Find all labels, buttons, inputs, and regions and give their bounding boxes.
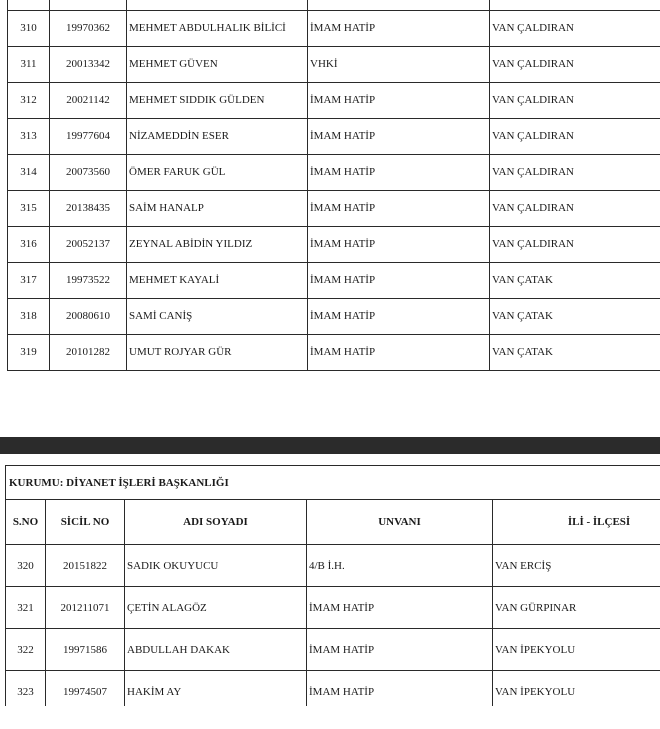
sicil-cell: 19977604 <box>50 118 127 154</box>
sicil-cell: 19974507 <box>46 671 125 713</box>
page-bottom-margin <box>0 706 660 729</box>
title-cell: VHKİ <box>308 46 490 82</box>
sicil-cell: 19970362 <box>50 10 127 46</box>
location-cell: VAN ERCİŞ <box>493 545 660 587</box>
name-cell: ÇETİN ALAGÖZ <box>125 587 307 629</box>
title-cell: İMAM HATİP <box>307 671 493 713</box>
table-row <box>8 298 660 334</box>
name-cell: MEHMET SIDDIK GÜLDEN <box>127 82 308 118</box>
title-cell: İMAM HATİP <box>307 587 493 629</box>
header-name: ADI SOYADI <box>125 500 307 545</box>
sicil-cell: 20013342 <box>50 46 127 82</box>
name-cell: UMUT ROJYAR GÜR <box>127 334 308 370</box>
sno-cell: 313 <box>8 118 50 154</box>
sno-cell: 323 <box>6 671 46 713</box>
location-cell: VAN ÇATAK <box>490 262 660 298</box>
location-cell: VAN ÇALDIRAN <box>490 82 660 118</box>
location-cell: VAN İPEKYOLU <box>493 629 660 671</box>
table-header-row <box>6 500 660 545</box>
institution-row <box>6 466 660 500</box>
sno-cell: 319 <box>8 334 50 370</box>
name-cell: SAMİ CANİŞ <box>127 298 308 334</box>
name-cell: MEHMET GÜVEN <box>127 46 308 82</box>
location-cell: VAN ÇATAK <box>490 334 660 370</box>
sno-cell: 314 <box>8 154 50 190</box>
header-sicil: SİCİL NO <box>46 500 125 545</box>
table-row <box>8 82 660 118</box>
sicil-cell: 19971586 <box>46 629 125 671</box>
name-cell: ÖMER FARUK GÜL <box>127 154 308 190</box>
location-cell: VAN ÇALDIRAN <box>490 10 660 46</box>
sno-cell: 311 <box>8 46 50 82</box>
sno-cell: 322 <box>6 629 46 671</box>
sno-cell: 315 <box>8 190 50 226</box>
location-cell: VAN ÇALDIRAN <box>490 226 660 262</box>
table-row <box>8 262 660 298</box>
location-cell: VAN ÇALDIRAN <box>490 118 660 154</box>
sno-cell: 321 <box>6 587 46 629</box>
table-row <box>8 46 660 82</box>
page-divider <box>0 437 660 454</box>
title-cell: 4/B İ.H. <box>307 545 493 587</box>
sicil-cell: 20052137 <box>50 226 127 262</box>
table-row <box>8 154 660 190</box>
title-cell: İMAM HATİP <box>308 334 490 370</box>
header-sno: S.NO <box>6 500 46 545</box>
table-row <box>8 226 660 262</box>
title-cell: İMAM HATİP <box>308 10 490 46</box>
table-row <box>6 587 660 629</box>
table-row <box>6 629 660 671</box>
name-cell: SADIK OKUYUCU <box>125 545 307 587</box>
title-cell: İMAM HATİP <box>308 118 490 154</box>
location-cell: VAN ÇALDIRAN <box>490 190 660 226</box>
table-row <box>8 0 660 10</box>
sno-cell: 310 <box>8 10 50 46</box>
table-row <box>8 334 660 370</box>
personnel-table-bottom <box>5 465 660 713</box>
table-row <box>8 118 660 154</box>
sicil-cell: 20138435 <box>50 190 127 226</box>
sno-cell: 312 <box>8 82 50 118</box>
sicil-cell: 20101282 <box>50 334 127 370</box>
location-cell: VAN ÇALDIRAN <box>490 154 660 190</box>
location-cell: VAN İPEKYOLU <box>493 671 660 713</box>
sno-cell: 318 <box>8 298 50 334</box>
title-cell: İMAM HATİP <box>308 154 490 190</box>
title-cell: İMAM HATİP <box>308 226 490 262</box>
sno-cell: 320 <box>6 545 46 587</box>
name-cell: NİZAMEDDİN ESER <box>127 118 308 154</box>
title-cell: İMAM HATİP <box>308 298 490 334</box>
sicil-cell: 20021142 <box>50 82 127 118</box>
location-cell: VAN ÇALDIRAN <box>490 46 660 82</box>
title-cell: İMAM HATİP <box>307 629 493 671</box>
name-cell: ABDULLAH DAKAK <box>125 629 307 671</box>
header-title: UNVANI <box>307 500 493 545</box>
location-cell: VAN ÇATAK <box>490 298 660 334</box>
sicil-cell: 20080610 <box>50 298 127 334</box>
table-row <box>6 545 660 587</box>
title-cell: İMAM HATİP <box>308 190 490 226</box>
sicil-cell: 20073560 <box>50 154 127 190</box>
sno-cell: 316 <box>8 226 50 262</box>
personnel-table-top <box>7 0 660 371</box>
name-cell: SAİM HANALP <box>127 190 308 226</box>
sicil-cell: 19973522 <box>50 262 127 298</box>
location-cell: VAN GÜRPINAR <box>493 587 660 629</box>
name-cell: MEHMET KAYALİ <box>127 262 308 298</box>
name-cell: MEHMET ABDULHALIK BİLİCİ <box>127 10 308 46</box>
sicil-cell: 201211071 <box>46 587 125 629</box>
sicil-cell: 20151822 <box>46 545 125 587</box>
title-cell: İMAM HATİP <box>308 262 490 298</box>
name-cell: HAKİM AY <box>125 671 307 713</box>
name-cell: ZEYNAL ABİDİN YILDIZ <box>127 226 308 262</box>
table-row <box>8 10 660 46</box>
header-location: İLİ - İLÇESİ <box>493 500 660 545</box>
sno-cell: 317 <box>8 262 50 298</box>
table-row <box>8 190 660 226</box>
institution-label: KURUMU: DİYANET İŞLERİ BAŞKANLIĞI <box>6 466 660 500</box>
title-cell: İMAM HATİP <box>308 82 490 118</box>
